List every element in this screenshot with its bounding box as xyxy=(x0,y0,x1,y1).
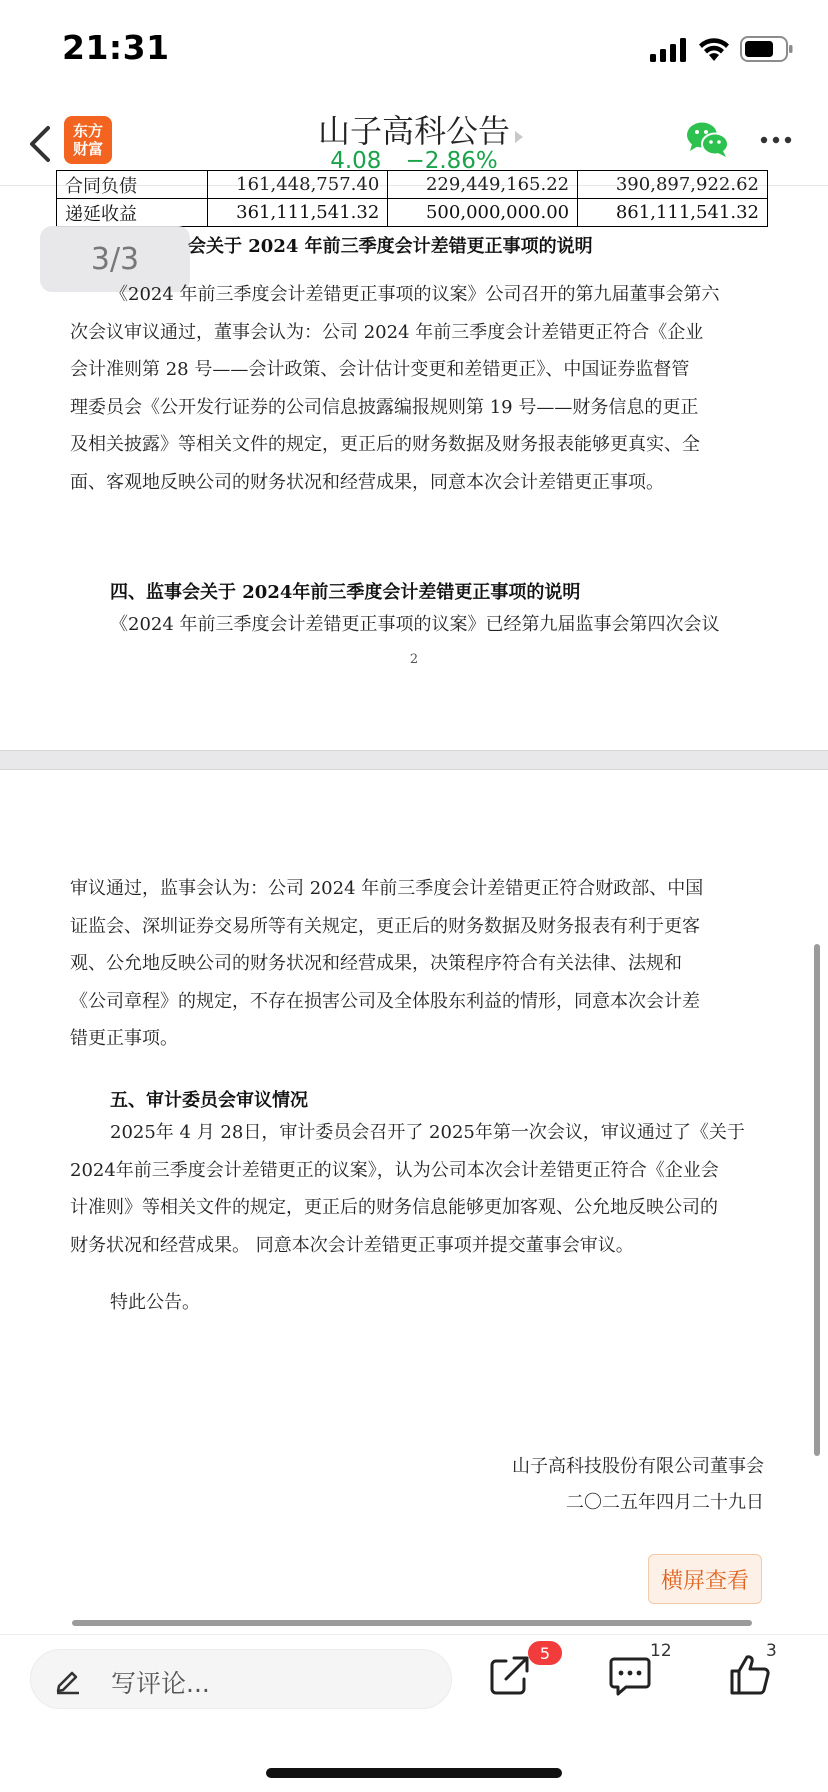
section-3-paragraph xyxy=(70,276,760,501)
signature-date: 二〇二五年四月二十九日 xyxy=(566,1492,764,1513)
text-line: 及相关披露》等相关文件的规定，更正后的财务数据及财务报表能够更真实、全 xyxy=(70,434,700,455)
battery-icon xyxy=(740,36,794,62)
vertical-scrollbar[interactable] xyxy=(814,944,820,1456)
status-bar xyxy=(0,0,828,96)
share-badge: 5 xyxy=(528,1641,562,1665)
table-cell: 229,449,165.22 xyxy=(388,171,578,199)
comment-input[interactable] xyxy=(30,1649,452,1709)
comment-icon[interactable] xyxy=(608,1653,652,1697)
section-4-paragraph-cont xyxy=(70,870,760,1058)
balance-table xyxy=(56,170,768,227)
text-line: 面、客观地反映公司的财务状况和经营成果，同意本次会计差错更正事项。 xyxy=(70,471,664,493)
play-triangle-icon xyxy=(514,130,524,144)
table-cell: 361,111,541.32 xyxy=(208,199,388,227)
document-viewer[interactable] xyxy=(0,174,828,1634)
text-line: 次会议审议通过，董事会认为：公司 2024 年前三季度会计差错更正符合《企业 xyxy=(70,321,704,343)
signature-company: 山子高科技股份有限公司董事会 xyxy=(512,1456,764,1477)
text-line: 《公司章程》的规定，不存在损害公司及全体股东利益的情形，同意本次会计差 xyxy=(70,990,700,1012)
page-title: 山子高科公告 xyxy=(317,112,510,150)
section-4-heading: 四、监事会关于 2024年前三季度会计差错更正事项的说明 xyxy=(110,582,581,603)
bottom-action-bar xyxy=(0,1634,828,1792)
stock-change: −2.86% xyxy=(405,148,498,174)
cellular-signal-icon xyxy=(650,38,688,62)
logo-line1: 东方 xyxy=(72,122,103,140)
text-line: 财务状况和经营成果。 同意本次会计差错更正事项并提交董事会审议。 xyxy=(70,1234,634,1256)
section-5-heading: 五、审计委员会审议情况 xyxy=(110,1090,308,1111)
text-line: 会计准则第 28 号——会计政策、会计估计变更和差错更正》、中国证券监督管 xyxy=(70,359,690,380)
text-line: 《2024 年前三季度会计差错更正事项的议案》已经第九届监事会第四次会议 xyxy=(110,614,720,635)
share-icon[interactable] xyxy=(488,1653,532,1697)
page-separator xyxy=(0,750,828,770)
page-indicator: 3/3 xyxy=(40,226,190,292)
text-line: 《2024 年前三季度会计差错更正事项的议案》公司召开的第九届董事会第六 xyxy=(110,284,720,305)
table-cell: 500,000,000.00 xyxy=(388,199,578,227)
status-time: 21:31 xyxy=(62,28,170,67)
wifi-icon xyxy=(698,36,730,62)
table-row xyxy=(57,199,768,227)
closing-paragraph xyxy=(70,1284,760,1322)
comment-count: 12 xyxy=(650,1641,672,1661)
stock-price: 4.08 xyxy=(330,148,382,174)
text-line: 计准则》等相关文件的规定，更正后的财务信息能够更加客观、公允地反映公司的 xyxy=(70,1197,718,1218)
text-line: 观、公允地反映公司的财务状况和经营成果，决策程序符合有关法律、法规和 xyxy=(70,953,682,974)
pen-icon xyxy=(55,1666,81,1694)
document-page-2 xyxy=(0,174,828,750)
section-5-paragraph xyxy=(70,1114,760,1264)
more-options-icon[interactable] xyxy=(760,136,792,144)
wechat-share-icon[interactable] xyxy=(686,120,730,158)
text-line: 特此公告。 xyxy=(110,1292,200,1313)
text-line: 错更正事项。 xyxy=(70,1028,178,1049)
text-line: 理委员会《公开发行证券的公司信息披露编报规则第 19 号——财务信息的更正 xyxy=(70,396,699,418)
text-line: 2024年前三季度会计差错更正的议案》，认为公司本次会计差错更正符合《企业会 xyxy=(70,1159,719,1181)
section-3-heading: 会关于 2024 年前三季度会计差错更正事项的说明 xyxy=(188,236,593,257)
like-count: 3 xyxy=(766,1641,777,1661)
table-cell: 390,897,922.62 xyxy=(578,171,768,199)
page-number: 2 xyxy=(409,652,419,667)
document-page-3 xyxy=(0,770,828,1634)
table-cell: 递延收益 xyxy=(57,199,208,227)
logo-line2: 财富 xyxy=(72,140,103,158)
section-4-paragraph-start xyxy=(70,606,760,644)
text-line: 审议通过，监事会认为：公司 2024 年前三季度会计差错更正符合财政部、中国 xyxy=(70,878,704,899)
table-row xyxy=(57,171,768,199)
home-indicator xyxy=(266,1768,562,1778)
table-cell: 861,111,541.32 xyxy=(578,199,768,227)
comment-placeholder: 写评论... xyxy=(111,1669,210,1698)
landscape-view-button[interactable]: 横屏查看 xyxy=(648,1554,762,1604)
text-line: 2025年 4 月 28日，审计委员会召开了 2025年第一次会议，审议通过了《关于 xyxy=(110,1122,745,1143)
text-line: 证监会、深圳证券交易所等有关规定，更正后的财务数据及财务报表有利于更客 xyxy=(70,915,700,937)
horizontal-scrollbar[interactable] xyxy=(72,1620,752,1626)
table-cell: 合同负债 xyxy=(57,171,208,199)
table-cell: 161,448,757.40 xyxy=(208,171,388,199)
